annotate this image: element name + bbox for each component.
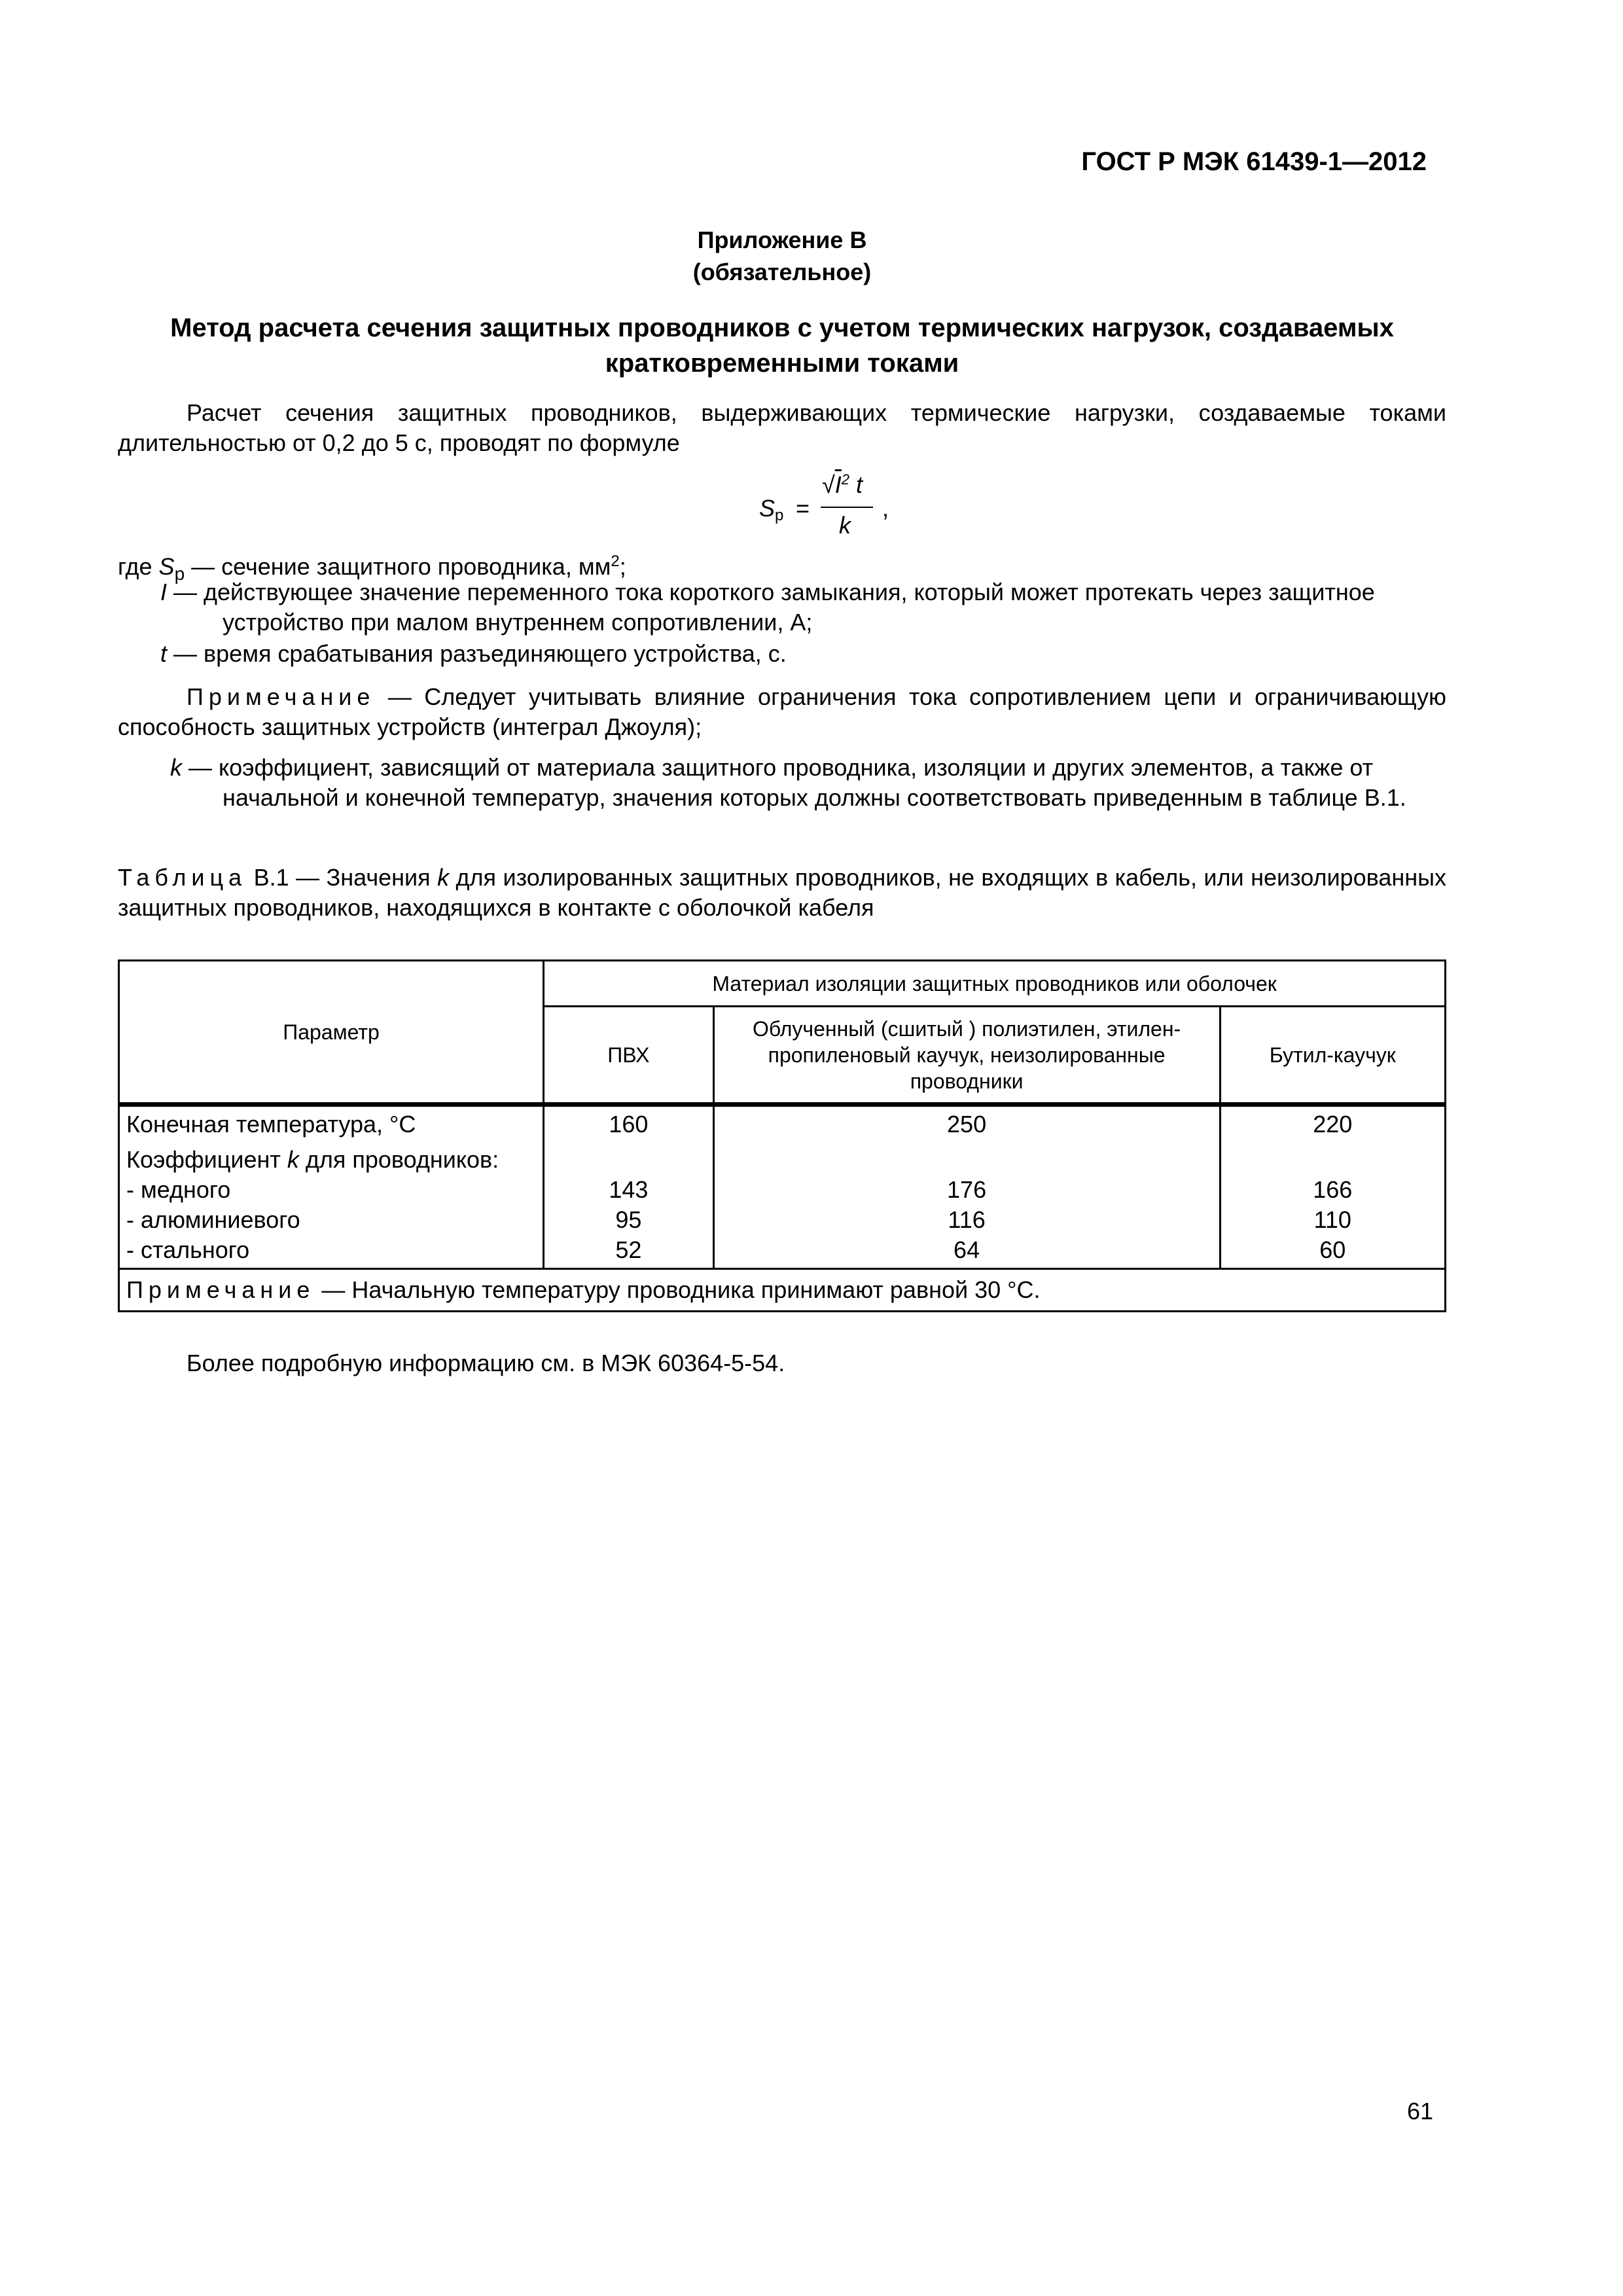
definition-t: t — время срабатывания разъединяющего устройства, с. xyxy=(160,640,787,667)
appendix-title: Приложение В xyxy=(697,226,867,253)
page-number: 61 xyxy=(1406,2098,1433,2125)
definition-sp: где $S_p$ — сечение защитного проводника, $мм^2$; xyxy=(118,552,626,584)
more-info: Более подробную информацию см. в МЭК 60364-5-54. xyxy=(187,1350,785,1376)
formula-comma: , xyxy=(882,495,889,522)
header-parameter: Параметр xyxy=(119,961,544,1105)
formula xyxy=(759,471,916,547)
table-caption: Таблица В.1 — Значения k для изолированных защитных проводников, не входящих в кабель, или неизолированных защитных проводников, находящихся в контакте с оболочкой кабеля xyxy=(118,864,1446,921)
definition-i: I — действующее значение переменного тока короткого замыкания, который может протекать через защитное устройство при малом внутреннем сопротивлении, А; xyxy=(160,579,1375,636)
main-title-line-1: Метод расчета сечения защитных проводников с учетом термических нагрузок, создаваемых xyxy=(170,314,1394,342)
table-note: Примечание — Начальную температуру проводника принимают равной 30 °С. xyxy=(119,1269,1446,1312)
table-row-label: - алюминиевого xyxy=(126,1206,300,1233)
sqrt-symbol: √ xyxy=(822,471,835,498)
fraction-bar xyxy=(821,507,873,508)
values-table xyxy=(118,960,1446,1312)
header-material-group: Материал изоляции защитных проводников или оболочек xyxy=(544,961,1446,1007)
table-row-label: - стального xyxy=(126,1236,250,1263)
appendix-subtitle: (обязательное) xyxy=(692,259,872,285)
param-cell: Конечная температура, °С Коэффициент k для проводников: - медного - алюминиевого - стального xyxy=(119,1105,544,1269)
butyl-values: 220 166 110 60 xyxy=(1220,1105,1446,1269)
table-row-label: - медного xyxy=(126,1176,231,1203)
header-butyl: Бутил-каучук xyxy=(1220,1007,1446,1105)
formula-numerator: $√I^2$ t xyxy=(822,471,863,498)
main-title-line-2: кратковременными токами xyxy=(605,349,959,378)
xlpe-values: 250 176 116 64 xyxy=(713,1105,1220,1269)
note-1: Примечание — Следует учитывать влияние ограничения тока сопротивлением цепи и ограничивающую способность защитных устройств (интеграл Джоуля); xyxy=(118,683,1446,740)
intro-paragraph: Расчет сечения защитных проводников, выдерживающих термические нагрузки, создаваемые токами длительностью от 0,2 до 5 с, проводят по формуле xyxy=(118,399,1446,456)
header-xlpe: Облученный (сшитый ) полиэтилен, этилен-пропиленовый каучук, неизолированные проводники xyxy=(713,1007,1220,1105)
header-pvc: ПВХ xyxy=(544,1007,714,1105)
formula-equals: = xyxy=(796,495,810,522)
main-title xyxy=(118,310,1446,381)
formula-denominator: k xyxy=(839,512,851,539)
document-code: ГОСТ Р МЭК 61439-1—2012 xyxy=(1081,147,1427,176)
formula-lhs: $S_p$ xyxy=(759,495,784,524)
definition-k: k — коэффициент, зависящий от материала защитного проводника, изоляции и других элементов, а также от начальной и конечной температур, значения которых должны соответствовать приведенным в таблице В.1. xyxy=(170,754,1406,811)
pvc-values: 160 143 95 52 xyxy=(544,1105,714,1269)
